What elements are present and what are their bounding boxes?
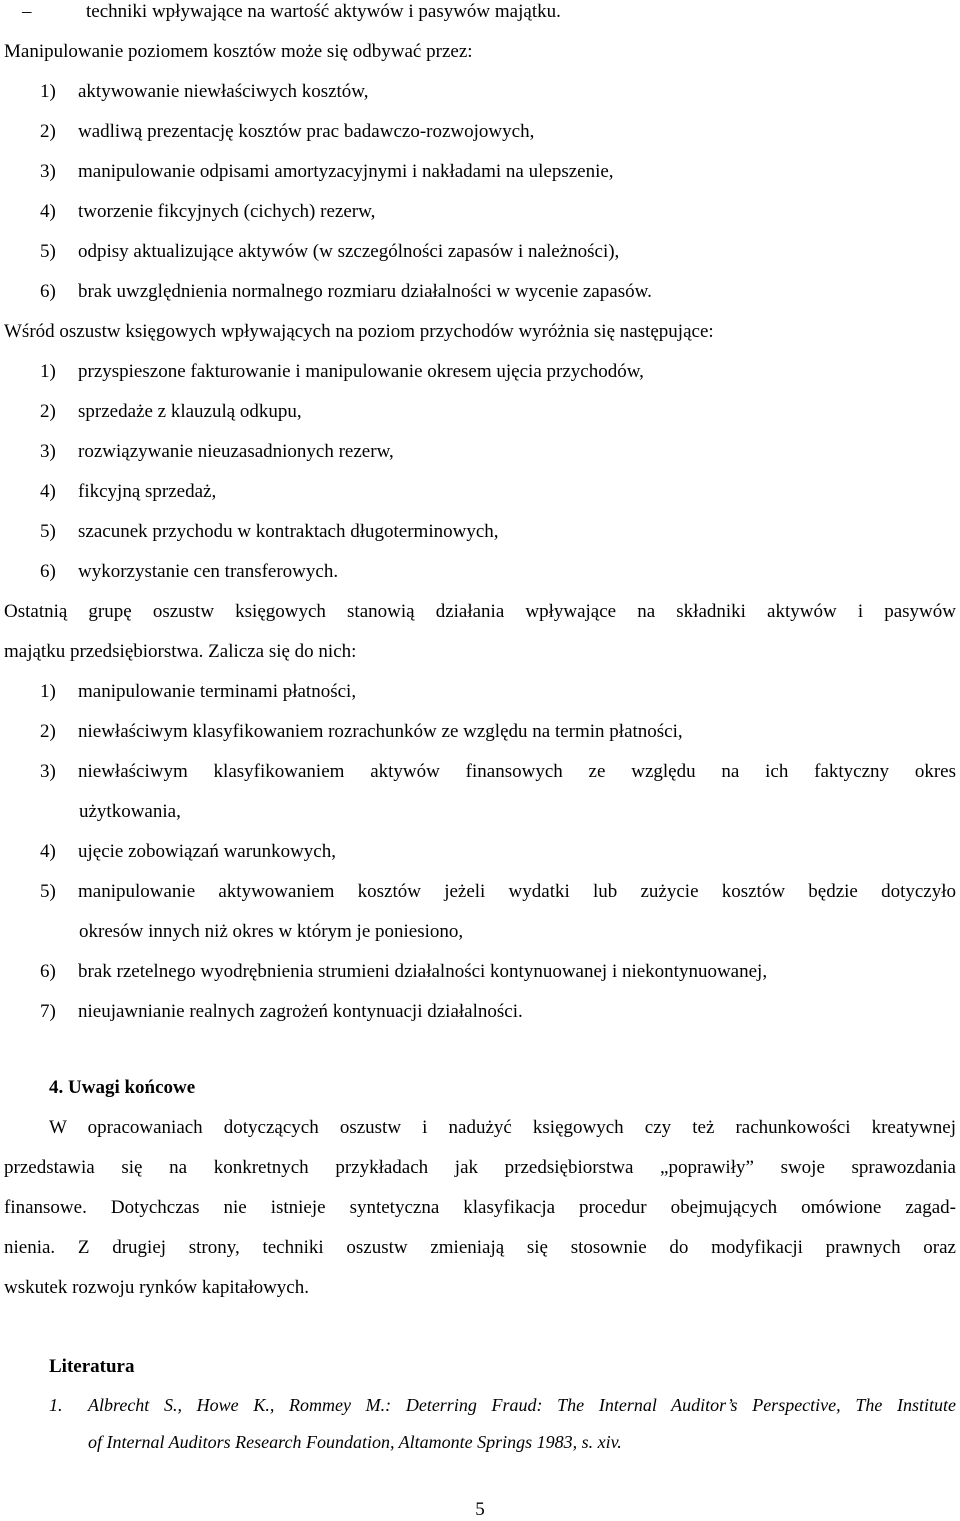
list-item — [40, 520, 956, 544]
assets-section-lead-line1: Ostatnią grupę oszustw księgowych stanowią działania wpływające na składniki aktywów i pasywów — [4, 601, 956, 622]
list-item-number: 1) — [40, 361, 56, 382]
paragraph-line: W opracowaniach dotyczących oszustw i nadużyć księgowych czy też rachunkowości kreatywnej — [49, 1117, 956, 1138]
list-item-text: manipulowanie terminami płatności, — [78, 681, 357, 702]
list-item-text: manipulowanie odpisami amortyzacyjnymi i nakładami na ulepszenie, — [78, 161, 614, 182]
list-item-text: fikcyjną sprzedaż, — [78, 481, 217, 502]
list-item-text: tworzenie fikcyjnych (cichych) rezerw, — [78, 201, 376, 222]
list-item-number: 5) — [40, 881, 56, 902]
list-item-continuation: użytkowania, — [79, 801, 181, 822]
list-item — [40, 400, 956, 424]
cost-section-lead: Manipulowanie poziomem kosztów może się odbywać przez: — [4, 41, 473, 62]
list-item-text: odpisy aktualizujące aktywów (w szczególności zapasów i należności), — [78, 241, 620, 262]
list-item — [40, 840, 956, 864]
list-item — [40, 960, 956, 984]
list-item-number: 4) — [40, 201, 56, 222]
list-item-text: brak uwzględnienia normalnego rozmiaru działalności w wycenie zapasów. — [78, 281, 652, 302]
list-item-text: nieujawnianie realnych zagrożeń kontynuacji działalności. — [78, 1001, 523, 1022]
reference-item — [49, 1393, 956, 1417]
list-item — [40, 160, 956, 184]
list-item — [40, 200, 956, 224]
list-item — [40, 560, 956, 584]
list-item — [40, 1000, 956, 1024]
list-item — [40, 280, 956, 304]
list-item — [40, 440, 956, 464]
list-item-number: 6) — [40, 281, 56, 302]
list-item — [40, 360, 956, 384]
list-item-number: 5) — [40, 241, 56, 262]
list-item-number: 2) — [40, 401, 56, 422]
list-item-number: 3) — [40, 761, 56, 782]
list-item-number: 1) — [40, 681, 56, 702]
list-item-text: przyspieszone fakturowanie i manipulowanie okresem ujęcia przychodów, — [78, 361, 644, 382]
list-item — [40, 760, 956, 784]
list-item-text: sprzedaże z klauzulą odkupu, — [78, 401, 302, 422]
intro-dash-line — [22, 0, 956, 24]
paragraph-line: finansowe. Dotychczas nie istnieje syntetyczna klasyfikacja procedur obejmujących omówione zagad- — [4, 1197, 956, 1218]
list-item — [40, 480, 956, 504]
assets-section-lead-line2: majątku przedsiębiorstwa. Zalicza się do nich: — [4, 641, 357, 662]
list-item-number: 4) — [40, 841, 56, 862]
list-item-text: niewłaściwym klasyfikowaniem aktywów finansowych ze względu na ich faktyczny okres — [78, 761, 956, 782]
list-item — [40, 720, 956, 744]
list-item-text: rozwiązywanie nieuzasadnionych rezerw, — [78, 441, 394, 462]
list-item-number: 4) — [40, 481, 56, 502]
list-item-text: manipulowanie aktywowaniem kosztów jeżeli wydatki lub zużycie kosztów będzie dotyczyło — [78, 881, 956, 902]
intro-dash-text: techniki wpływające na wartość aktywów i pasywów majątku. — [86, 1, 561, 22]
list-item-text: niewłaściwym klasyfikowaniem rozrachunków ze względu na termin płatności, — [78, 721, 683, 742]
list-item — [40, 120, 956, 144]
list-item — [40, 880, 956, 904]
reference-text: Albrecht S., Howe K., Rommey M.: Deterring Fraud: The Internal Auditor’s Perspective, The Institute — [88, 1395, 956, 1415]
paragraph-line: przedstawia się na konkretnych przykładach jak przedsiębiorstwa „poprawiły” swoje sprawozdania — [4, 1157, 956, 1178]
paragraph-line: nienia. Z drugiej strony, techniki oszustw zmieniają się stosownie do modyfikacji prawnych oraz — [4, 1237, 956, 1258]
reference-continuation: of Internal Auditors Research Foundation, Altamonte Springs 1983, s. xiv. — [88, 1432, 622, 1452]
list-item — [40, 80, 956, 104]
list-item-number: 2) — [40, 121, 56, 142]
paragraph-line: wskutek rozwoju rynków kapitałowych. — [4, 1277, 309, 1298]
list-item-text: aktywowanie niewłaściwych kosztów, — [78, 81, 369, 102]
list-item-number: 6) — [40, 561, 56, 582]
list-item — [40, 240, 956, 264]
list-item-number: 3) — [40, 441, 56, 462]
reference-number: 1. — [49, 1395, 63, 1415]
list-item-number: 7) — [40, 1001, 56, 1022]
literature-heading: Literatura — [49, 1356, 135, 1377]
list-item-text: ujęcie zobowiązań warunkowych, — [78, 841, 336, 862]
dash-bullet: – — [22, 1, 32, 22]
list-item-number: 6) — [40, 961, 56, 982]
list-item — [40, 680, 956, 704]
list-item-number: 3) — [40, 161, 56, 182]
section-heading: 4. Uwagi końcowe — [49, 1077, 196, 1098]
list-item-text: szacunek przychodu w kontraktach długoterminowych, — [78, 521, 499, 542]
list-item-continuation: okresów innych niż okres w którym je poniesiono, — [79, 921, 464, 942]
list-item-text: wykorzystanie cen transferowych. — [78, 561, 339, 582]
list-item-number: 2) — [40, 721, 56, 742]
list-item-number: 5) — [40, 521, 56, 542]
page-number: 5 — [475, 1499, 485, 1520]
list-item-number: 1) — [40, 81, 56, 102]
list-item-text: brak rzetelnego wyodrębnienia strumieni działalności kontynuowanej i niekontynuowanej, — [78, 961, 768, 982]
list-item-text: wadliwą prezentację kosztów prac badawczo-rozwojowych, — [78, 121, 535, 142]
revenue-section-lead: Wśród oszustw księgowych wpływających na poziom przychodów wyróżnia się następujące: — [4, 321, 714, 342]
